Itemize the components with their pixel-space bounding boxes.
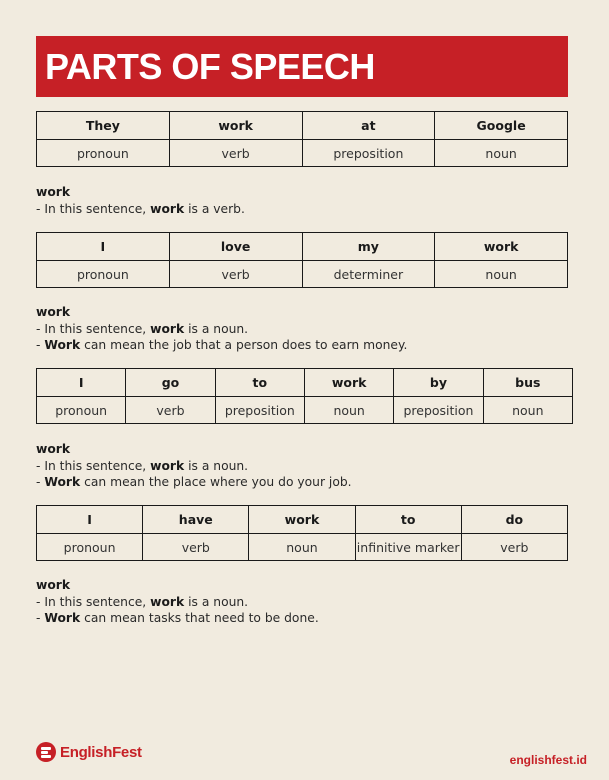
tag-cell: noun — [435, 140, 568, 167]
word-cell: to — [355, 506, 461, 534]
word-cell: do — [461, 506, 567, 534]
tag-cell: preposition — [215, 397, 304, 424]
tag-cell: noun — [249, 534, 355, 561]
brand-logo-icon — [36, 742, 56, 762]
note-line: - In this sentence, work is a verb. — [36, 201, 245, 216]
explanation-4 — [36, 577, 319, 627]
word-cell: bus — [483, 369, 572, 397]
note-line: - Work can mean the job that a person does to earn money. — [36, 338, 408, 352]
note-line: - Work can mean the place where you do your job. — [36, 475, 352, 489]
explanation-1 — [36, 184, 245, 217]
note-line: - In this sentence, work is a noun. — [36, 594, 249, 609]
brand-logo — [36, 742, 142, 762]
note-heading: work — [36, 305, 71, 319]
tag-cell: pronoun — [37, 534, 143, 561]
explanation-2 — [36, 304, 407, 354]
tag-cell: noun — [483, 397, 572, 424]
note-heading: work — [36, 578, 71, 592]
note-heading: work — [36, 442, 71, 456]
sentence-table-3 — [36, 368, 573, 424]
note-line: - In this sentence, work is a noun. — [36, 321, 249, 336]
word-cell: work — [249, 506, 355, 534]
sentence-table-1 — [36, 111, 568, 167]
words-row — [37, 112, 568, 140]
tag-cell: pronoun — [37, 397, 126, 424]
tag-cell: pronoun — [37, 261, 170, 288]
tags-row — [37, 397, 573, 424]
tags-row — [37, 261, 568, 288]
title-banner — [36, 36, 568, 97]
brand-name: EnglishFest — [60, 743, 142, 761]
word-cell: I — [37, 233, 170, 261]
word-cell: to — [215, 369, 304, 397]
words-row — [37, 506, 568, 534]
word-cell: work — [435, 233, 568, 261]
tags-row — [37, 140, 568, 167]
note-heading: work — [36, 185, 71, 199]
sentence-table-4 — [36, 505, 568, 561]
tag-cell: preposition — [394, 397, 483, 424]
word-cell: Google — [435, 112, 568, 140]
tag-cell: verb — [126, 397, 215, 424]
word-cell: at — [302, 112, 435, 140]
tag-cell: verb — [169, 261, 302, 288]
explanation-3 — [36, 441, 352, 491]
word-cell: work — [304, 369, 393, 397]
sentence-table-2 — [36, 232, 568, 288]
note-line: - In this sentence, work is a noun. — [36, 458, 249, 473]
word-cell: love — [169, 233, 302, 261]
word-cell: They — [37, 112, 170, 140]
website-url: englishfest.id — [509, 753, 587, 767]
tags-row — [37, 534, 568, 561]
word-cell: I — [37, 506, 143, 534]
word-cell: go — [126, 369, 215, 397]
tag-cell: determiner — [302, 261, 435, 288]
word-cell: by — [394, 369, 483, 397]
words-row — [37, 233, 568, 261]
tag-cell: verb — [461, 534, 567, 561]
page-title: PARTS OF SPEECH — [45, 45, 375, 87]
word-cell: work — [169, 112, 302, 140]
words-row — [37, 369, 573, 397]
tag-cell: noun — [304, 397, 393, 424]
tag-cell: verb — [143, 534, 249, 561]
tag-cell: noun — [435, 261, 568, 288]
tag-cell: pronoun — [37, 140, 170, 167]
tag-cell: preposition — [302, 140, 435, 167]
word-cell: my — [302, 233, 435, 261]
note-line: - Work can mean tasks that need to be done. — [36, 611, 319, 625]
tag-cell: verb — [169, 140, 302, 167]
word-cell: have — [143, 506, 249, 534]
tag-cell: infinitive marker — [355, 534, 461, 561]
word-cell: I — [37, 369, 126, 397]
